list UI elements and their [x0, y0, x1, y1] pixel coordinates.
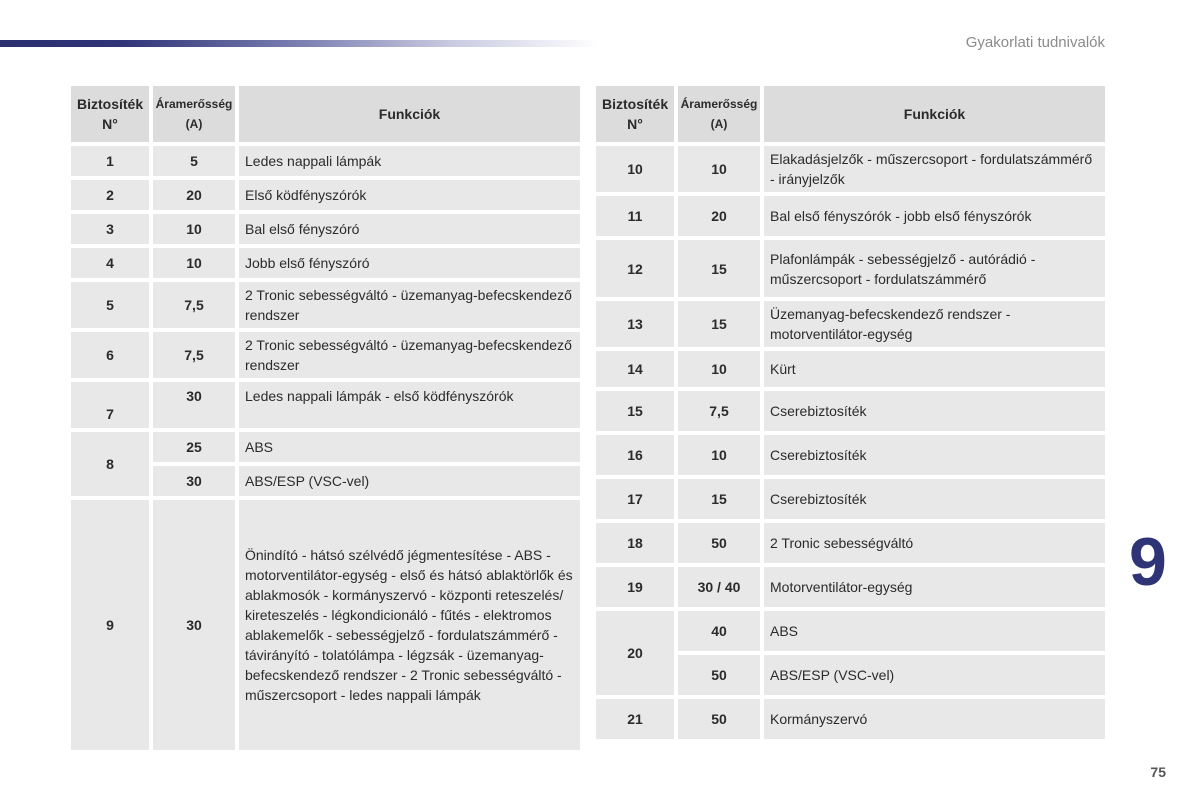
fuse-amperage: 5	[153, 146, 235, 176]
table-row	[71, 248, 580, 278]
fuse-number: 7	[71, 382, 149, 428]
table-header-row	[596, 86, 1105, 142]
fuse-function: ABS	[764, 611, 1105, 651]
header-functions: Funkciók	[239, 86, 580, 142]
table-row	[596, 699, 1105, 739]
fuse-function: ABS	[239, 432, 580, 462]
table-row	[596, 391, 1105, 431]
fuse-function: Üzemanyag-befecskendező rendszer - motorventilátor-egység	[764, 301, 1105, 347]
header-fuse-no-line2: N°	[102, 116, 118, 132]
fuse-function: Első ködfényszórók	[239, 180, 580, 210]
page-number: 75	[1150, 764, 1166, 780]
header-amperage-line2: (A)	[185, 117, 203, 131]
fuse-function: 2 Tronic sebességváltó - üzemanyag-befecskendező rendszer	[239, 332, 580, 378]
fuse-function: ABS/ESP (VSC-vel)	[239, 466, 580, 496]
table-row	[596, 196, 1105, 236]
fuse-number: 18	[596, 523, 674, 563]
fuse-number: 10	[596, 146, 674, 192]
fuse-amperage: 25	[153, 432, 235, 462]
fuse-number: 9	[71, 500, 149, 750]
header-amperage-line2: (A)	[710, 117, 728, 131]
fuse-amperage: 20	[153, 180, 235, 210]
fuse-number: 12	[596, 240, 674, 297]
table-row	[71, 146, 580, 176]
fuse-function: Bal első fényszórók - jobb első fényszórók	[764, 196, 1105, 236]
header-amperage	[153, 86, 235, 142]
table-row	[596, 611, 1105, 651]
header-amperage-line1: Áramerősség	[155, 97, 233, 111]
table-row	[71, 432, 580, 462]
fuse-amperage: 15	[678, 479, 760, 519]
fuse-number: 1	[71, 146, 149, 176]
fuse-function: Cserebiztosíték	[764, 391, 1105, 431]
fuse-amperage: 20	[678, 196, 760, 236]
fuse-number: 3	[71, 214, 149, 244]
fuse-amperage: 15	[678, 301, 760, 347]
fuse-amperage: 15	[678, 240, 760, 297]
header-amperage	[678, 86, 760, 142]
fuse-function: 2 Tronic sebességváltó	[764, 523, 1105, 563]
fuse-function: Bal első fényszóró	[239, 214, 580, 244]
fuse-function: Önindító - hátsó szélvédő jégmentesítése - ABS - motorventilátor-egység - első és hátsó ablaktörlők és ablakmosók - kormányszervó - központi reteszelés/ kireteszelés - légkondicionáló - fűtés - elektromos ablakemelők - sebességjelző - fordulatszámmérő - távirányító - tolatólámpa - légzsák - üzemanyag-befecskendező rendszer - 2 Tronic sebességváltó - műszercsoport - ledes nappali lámpák	[239, 500, 580, 750]
fuse-amperage: 50	[678, 523, 760, 563]
fuse-number: 2	[71, 180, 149, 210]
fuse-number: 21	[596, 699, 674, 739]
fuse-number: 15	[596, 391, 674, 431]
header-decorative-bar	[0, 40, 600, 47]
header-functions: Funkciók	[764, 86, 1105, 142]
fuse-table-right	[592, 82, 1109, 743]
fuse-amperage: 50	[678, 655, 760, 695]
fuse-number: 11	[596, 196, 674, 236]
fuse-amperage: 30	[153, 466, 235, 496]
fuse-number: 17	[596, 479, 674, 519]
table-row	[71, 332, 580, 378]
table-row	[596, 240, 1105, 297]
fuse-function: Kormányszervó	[764, 699, 1105, 739]
header-fuse-no	[71, 86, 149, 142]
section-title: Gyakorlati tudnivalók	[965, 34, 1105, 51]
fuse-function: Jobb első fényszóró	[239, 248, 580, 278]
fuse-number: 6	[71, 332, 149, 378]
table-row	[71, 500, 580, 750]
fuse-amperage: 10	[678, 146, 760, 192]
fuse-function: Ledes nappali lámpák - első ködfényszórók	[239, 382, 580, 428]
header-fuse-no-line1: Biztosíték	[77, 96, 144, 112]
fuse-number: 20	[596, 611, 674, 695]
table-row	[71, 214, 580, 244]
fuse-amperage: 7,5	[678, 391, 760, 431]
fuse-number: 16	[596, 435, 674, 475]
fuse-function: Cserebiztosíték	[764, 479, 1105, 519]
fuse-function: Plafonlámpák - sebességjelző - autórádió - műszercsoport - fordulatszámmérő	[764, 240, 1105, 297]
table-row	[71, 180, 580, 210]
fuse-number: 13	[596, 301, 674, 347]
fuse-amperage: 50	[678, 699, 760, 739]
table-row	[596, 479, 1105, 519]
table-row	[596, 301, 1105, 347]
table-row	[596, 523, 1105, 563]
fuse-function: ABS/ESP (VSC-vel)	[764, 655, 1105, 695]
fuse-amperage: 30	[153, 382, 235, 428]
fuse-amperage: 30	[153, 500, 235, 750]
fuse-amperage: 7,5	[153, 282, 235, 328]
header-fuse-no	[596, 86, 674, 142]
fuse-number: 14	[596, 351, 674, 387]
fuse-amperage: 30 / 40	[678, 567, 760, 607]
table-row	[596, 435, 1105, 475]
table-row	[596, 146, 1105, 192]
fuse-number: 19	[596, 567, 674, 607]
fuse-number: 8	[71, 432, 149, 496]
fuse-function: 2 Tronic sebességváltó - üzemanyag-befecskendező rendszer	[239, 282, 580, 328]
fuse-number: 5	[71, 282, 149, 328]
table-row	[596, 351, 1105, 387]
header-fuse-no-line2: N°	[627, 116, 643, 132]
fuse-table-left	[67, 82, 584, 754]
header-amperage-line1: Áramerősség	[680, 97, 758, 111]
table-row	[596, 567, 1105, 607]
fuse-function: Motorventilátor-egység	[764, 567, 1105, 607]
fuse-amperage: 40	[678, 611, 760, 651]
fuse-function: Ledes nappali lámpák	[239, 146, 580, 176]
fuse-amperage: 7,5	[153, 332, 235, 378]
fuse-function: Cserebiztosíték	[764, 435, 1105, 475]
fuse-amperage: 10	[153, 214, 235, 244]
fuse-amperage: 10	[678, 351, 760, 387]
fuse-function: Kürt	[764, 351, 1105, 387]
fuse-function: Elakadásjelzők - műszercsoport - fordulatszámmérő - irányjelzők	[764, 146, 1105, 192]
table-row	[71, 282, 580, 328]
table-header-row	[71, 86, 580, 142]
fuse-amperage: 10	[678, 435, 760, 475]
fuse-amperage: 10	[153, 248, 235, 278]
table-row	[71, 382, 580, 428]
chapter-number: 9	[1129, 524, 1165, 600]
fuse-number: 4	[71, 248, 149, 278]
header-fuse-no-line1: Biztosíték	[602, 96, 669, 112]
